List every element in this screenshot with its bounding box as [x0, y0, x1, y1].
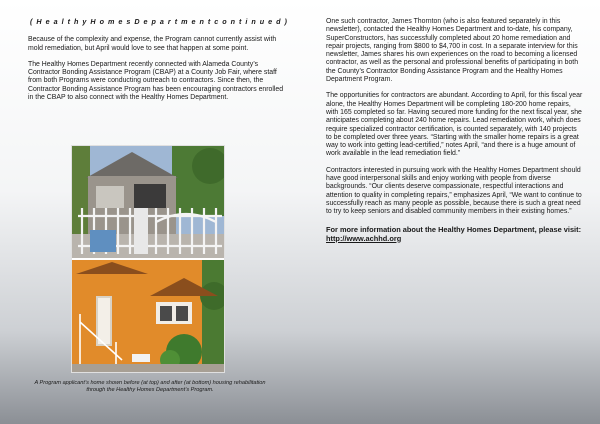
more-info-text: For more information about the Healthy Homes Department, please visit: — [326, 224, 582, 234]
more-info — [326, 225, 584, 243]
right-column — [326, 18, 584, 251]
photo-caption: A Program applicant’s home shown before (at top) and after (at bottom) housing rehabilitation through the Healthy Homes Department’s Program. — [34, 380, 266, 393]
website-link[interactable]: http://www.achhd.org — [326, 233, 402, 243]
left-column — [28, 18, 290, 110]
paragraph-thornton: One such contractor, James Thornton (who is also featured separately in this newsletter), contacted the Healthy Homes Department and to-date, his company, SuperConstructors, has successfully completed about 20 home remediation and repair projects, ranging from $800 to $4,700 in cost. In a separate interview for this newsletter, James shares his own experiences on the road to becoming a licensed contractor, as well as the personal and professional benefits of participating in both the County’s Contractor Bonding Assistance Program and the Healthy Homes Department Program. — [326, 18, 579, 84]
paragraph-mold: Because of the complexity and expense, the Program cannot currently assist with mold remediation, but April would love to see that happen at some point. — [28, 36, 277, 52]
continued-heading: ( H e a l t h y H o m e s D e p a r t m e n t c o n t i n u e d ) — [30, 17, 288, 26]
before-photo — [72, 146, 224, 258]
paragraph-cbap: The Healthy Homes Department recently connected with Alameda County’s Contractor Bonding Assistance Program (CBAP) at a County Job Fair, where staff from both Programs were conducting outreach to contractors. Since then, the Contractor Bonding Assistance Program has been encouraging contractors enrolled in the CBAP to also connect with the Healthy Homes Department. — [28, 60, 284, 102]
paragraph-skills: Contractors interested in pursuing work with the Healthy Homes Department should have good interpersonal skills and enjoy working with people from diverse backgrounds. “Our clients deserve compassionate, respectful interactions and attention to quality in completing repairs,” emphasizes April, “We want to continue to successfully reach as many people as possible, because there is such a great need to try to keep seniors and disabled community members in their existing homes.” — [326, 166, 582, 216]
paragraph-opportunities: The opportunities for contractors are abundant. According to April, for this fiscal year alone, the Healthy Homes Department will be completing 180-200 home repairs, with 165 completed so far. Having secured more funding for the next fiscal year, she anticipates completing about 240 home repairs. Lead remediation work, which does require specialized contractor certification, is counted separately, with 140 projects to be completed over three years. “Starting with the smaller home repairs is a great way to work into getting lead-certified,” notes April, “and there is a huge amount of work available in the lead remediation field.” — [326, 92, 583, 158]
before-after-photo — [72, 146, 224, 372]
after-photo — [72, 260, 224, 372]
